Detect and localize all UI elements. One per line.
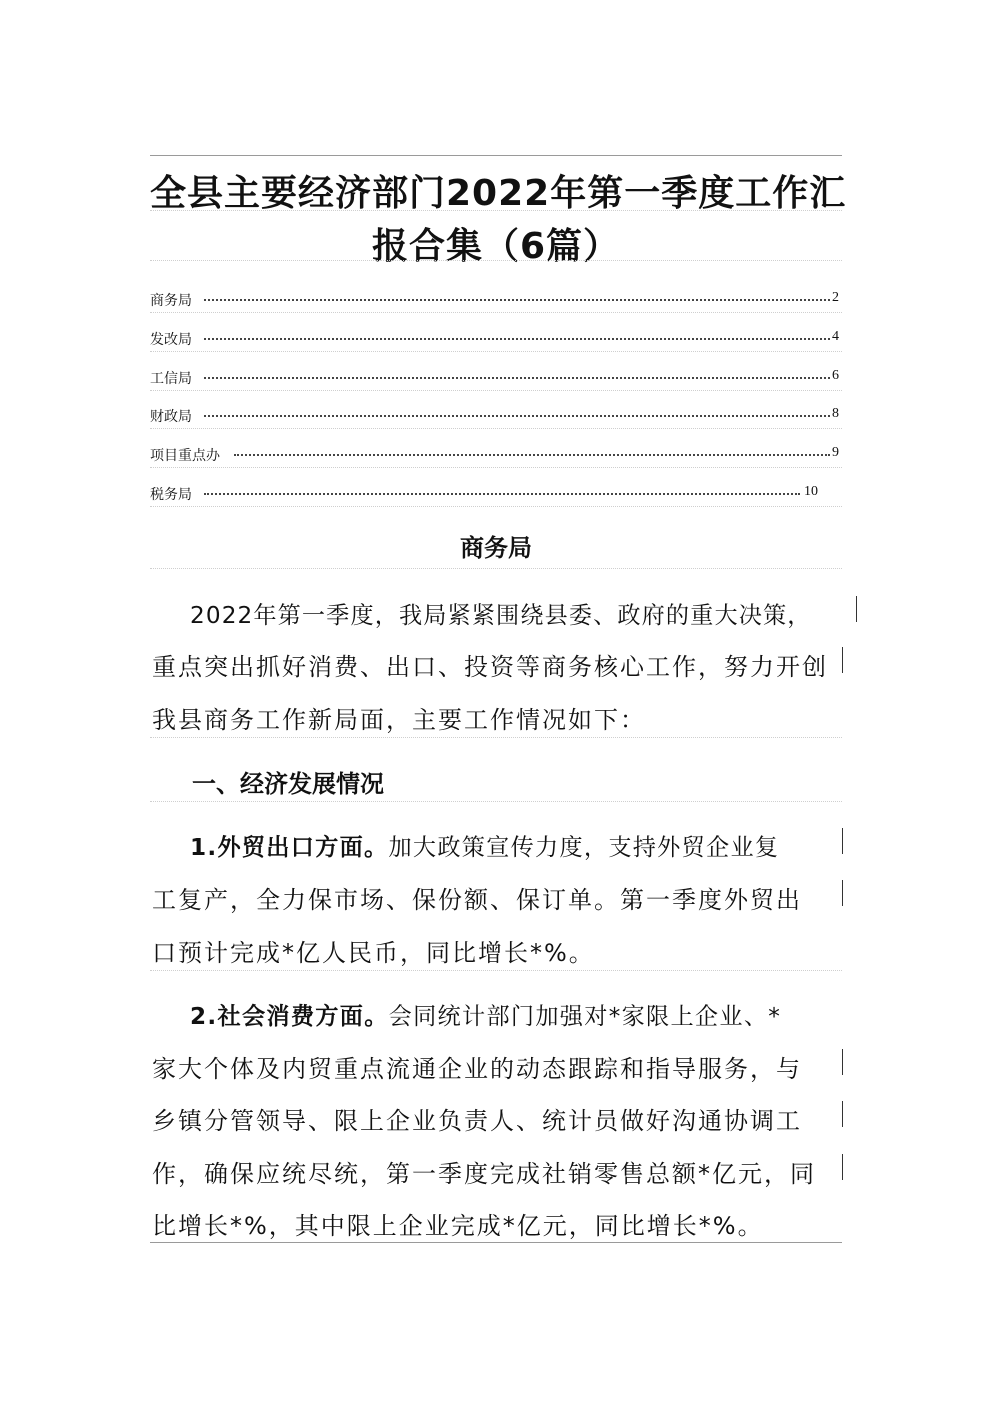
divider xyxy=(150,1242,842,1243)
toc-entry[interactable] xyxy=(150,406,842,428)
document-title-line-1: 全县主要经济部门2022年第一季度工作汇 xyxy=(150,173,847,214)
item2-line: 家大个体及内贸重点流通企业的动态跟踪和指导服务，与 xyxy=(152,1055,802,1083)
toc-label: 发改局 xyxy=(150,332,192,348)
item1-line: 工复产，全力保市场、保份额、保订单。第一季度外贸出 xyxy=(152,886,802,914)
text-margin-bar xyxy=(842,880,843,906)
divider xyxy=(150,568,842,569)
toc-entry[interactable] xyxy=(150,445,842,467)
divider xyxy=(150,312,842,313)
item1-text: 加大政策宣传力度，支持外贸企业复 xyxy=(388,835,780,861)
toc-entry[interactable] xyxy=(150,290,842,312)
divider xyxy=(150,506,842,507)
divider xyxy=(150,390,842,391)
toc-page-number: 8 xyxy=(832,406,839,421)
toc-leader-dots xyxy=(204,415,830,417)
divider xyxy=(150,970,842,971)
toc-label: 工信局 xyxy=(150,371,192,387)
text-margin-bar xyxy=(842,647,843,673)
toc-label: 商务局 xyxy=(150,293,192,309)
item2-line xyxy=(190,997,882,1031)
divider xyxy=(150,428,842,429)
toc-entry[interactable] xyxy=(150,484,842,506)
text-margin-bar xyxy=(842,1049,843,1075)
item2-line: 乡镇分管领导、限上企业负责人、统计员做好沟通协调工 xyxy=(152,1107,802,1135)
heading-economic-development: 一、经济发展情况 xyxy=(192,770,384,798)
section-title: 商务局 xyxy=(460,534,532,562)
divider xyxy=(150,801,842,802)
item1-heading: 1.外贸出口方面。 xyxy=(190,835,389,861)
toc-label: 财政局 xyxy=(150,409,192,425)
item2-line: 作，确保应统尽统，第一季度完成社销零售总额*亿元，同 xyxy=(152,1160,816,1188)
item1-line: 口预计完成*亿人民币，同比增长*%。 xyxy=(152,939,595,967)
item2-line: 比增长*%，其中限上企业完成*亿元，同比增长*%。 xyxy=(152,1212,764,1240)
intro-line: 2022年第一季度，我局紧紧围绕县委、政府的重大决策， xyxy=(190,603,812,629)
toc-page-number: 6 xyxy=(832,368,839,383)
divider xyxy=(150,210,842,211)
toc-page-number: 4 xyxy=(832,329,839,344)
divider xyxy=(150,155,842,156)
toc-label: 项目重点办 xyxy=(150,448,220,464)
toc-entry[interactable] xyxy=(150,329,842,351)
item1-line xyxy=(190,828,882,862)
divider xyxy=(150,260,842,261)
document-title-line-2: 报合集（6篇） xyxy=(371,226,621,267)
toc-page-number: 9 xyxy=(832,445,839,460)
toc-label: 税务局 xyxy=(150,487,192,503)
item2-text: 会同统计部门加强对*家限上企业、* xyxy=(388,1004,782,1030)
divider xyxy=(150,467,842,468)
toc-page-number: 10 xyxy=(804,484,818,499)
toc-entry[interactable] xyxy=(150,368,842,390)
item2-heading: 2.社会消费方面。 xyxy=(190,1004,389,1030)
text-margin-bar xyxy=(842,1101,843,1127)
toc-leader-dots xyxy=(234,454,830,456)
toc-leader-dots xyxy=(204,338,830,340)
text-margin-bar xyxy=(856,596,857,622)
toc-page-number: 2 xyxy=(832,290,839,305)
toc-leader-dots xyxy=(204,493,800,495)
toc-leader-dots xyxy=(204,377,830,379)
text-margin-bar xyxy=(842,1154,843,1180)
divider xyxy=(150,737,842,738)
intro-line: 我县商务工作新局面，主要工作情况如下： xyxy=(152,706,646,734)
toc-leader-dots xyxy=(204,299,830,301)
divider xyxy=(150,351,842,352)
text-margin-bar xyxy=(842,828,843,854)
intro-line: 重点突出抓好消费、出口、投资等商务核心工作，努力开创 xyxy=(152,653,828,681)
